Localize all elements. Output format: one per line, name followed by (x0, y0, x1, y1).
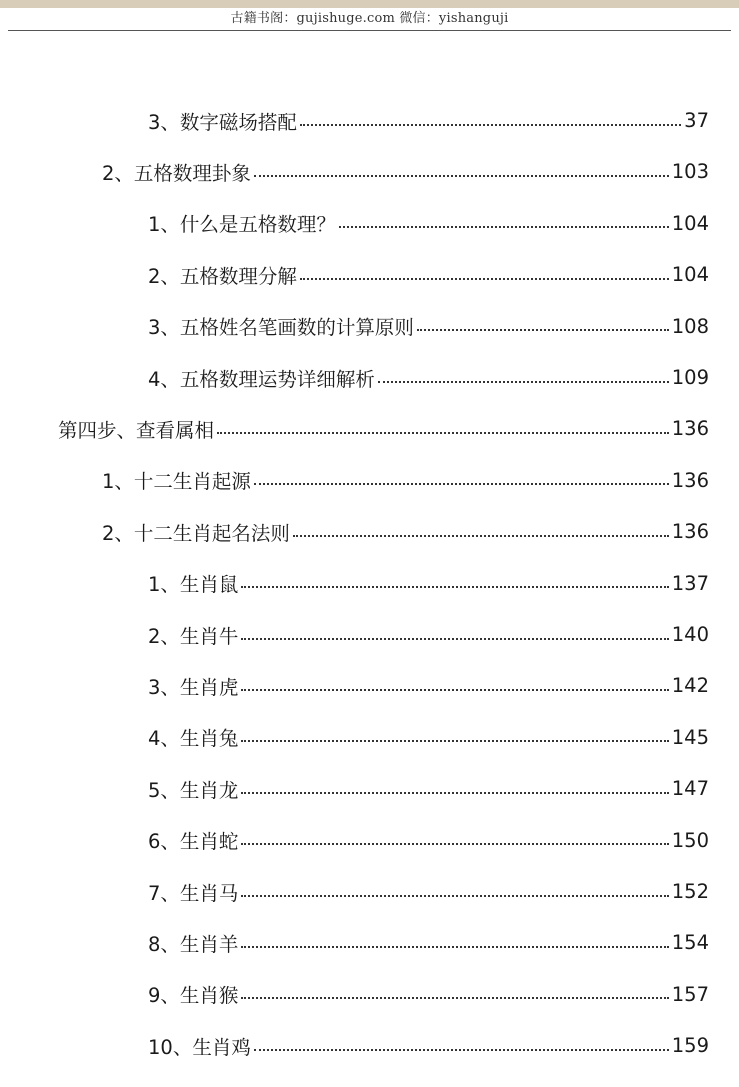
dot-leader (378, 381, 669, 383)
toc-entry-label: 2、五格数理分解 (148, 264, 297, 288)
top-decorative-bar (0, 0, 739, 8)
toc-entry-label: 1、十二生肖起源 (102, 470, 251, 494)
toc-entry-page: 140 (671, 623, 709, 646)
toc-entry-page: 145 (671, 725, 709, 749)
toc-entry-page: 108 (671, 314, 709, 338)
page-header-text: 古籍书阁：gujishuge.com 微信：yishanguji (230, 11, 509, 26)
toc-entry-page: 104 (671, 263, 709, 287)
toc-entry[interactable] (148, 249, 709, 300)
toc-entry-page: 137 (671, 571, 709, 595)
toc-entry-label: 1、什么是五格数理？ (148, 213, 336, 237)
dot-leader (339, 226, 669, 228)
toc-entry-label: 8、生肖羊 (148, 932, 239, 956)
dot-leader (241, 792, 668, 794)
toc-entry[interactable] (58, 403, 709, 454)
dot-leader (241, 997, 668, 999)
toc-entry-page: 154 (671, 931, 709, 955)
toc-entry[interactable] (148, 301, 709, 352)
toc-entry-label: 9、生肖猴 (148, 984, 239, 1008)
toc-entry-label: 5、生肖龙 (148, 778, 239, 802)
toc-entry-page: 37 (684, 109, 709, 132)
toc-entry[interactable] (148, 763, 709, 814)
dot-leader (293, 535, 669, 537)
toc-entry-page: 147 (671, 777, 709, 801)
dot-leader (254, 175, 669, 177)
toc-entry-page: 136 (671, 417, 709, 441)
toc-entry[interactable] (148, 1020, 709, 1071)
toc-entry[interactable] (148, 198, 709, 249)
toc-entry-page: 152 (671, 880, 709, 903)
dot-leader (241, 946, 668, 948)
toc-entry[interactable] (148, 969, 709, 1020)
toc-entry-label: 3、五格姓名笔画数的计算原则 (148, 316, 414, 340)
toc-entry-page: 159 (671, 1034, 709, 1058)
toc-entry-page: 150 (671, 828, 709, 852)
toc-entry-label: 第四步、查看属相 (58, 418, 215, 442)
dot-leader (254, 483, 669, 485)
toc-entry-page: 142 (671, 674, 709, 698)
toc-entry[interactable] (102, 146, 709, 197)
toc-entry-page: 136 (671, 520, 709, 544)
toc-entry[interactable] (148, 352, 709, 403)
toc-entry[interactable] (148, 917, 709, 968)
dot-leader (254, 1049, 669, 1051)
dot-leader (241, 740, 668, 742)
toc-entry-label: 2、十二生肖起名法则 (102, 521, 290, 545)
toc-entry-label: 6、生肖蛇 (148, 830, 239, 854)
dot-leader (300, 278, 669, 280)
toc-entry-page: 104 (671, 211, 709, 235)
toc-entry[interactable] (148, 609, 709, 660)
toc-entry[interactable] (148, 558, 709, 609)
toc-entry-page: 109 (671, 366, 709, 389)
toc-entry[interactable] (148, 660, 709, 711)
toc-entry[interactable] (102, 506, 709, 557)
toc-entry[interactable] (148, 815, 709, 866)
dot-leader (417, 329, 669, 331)
toc-entry-label: 2、五格数理卦象 (102, 161, 251, 185)
toc-entry-label: 1、生肖鼠 (148, 573, 239, 597)
toc-entry-label: 7、生肖马 (148, 881, 239, 905)
dot-leader (217, 432, 669, 434)
toc-entry-label: 3、数字磁场搭配 (148, 110, 297, 134)
dot-leader (241, 638, 668, 640)
dot-leader (300, 124, 681, 126)
dot-leader (241, 586, 668, 588)
toc-entry-label: 10、生肖鸡 (148, 1035, 251, 1059)
toc-entry-label: 3、生肖虎 (148, 675, 239, 699)
toc-entry-page: 157 (671, 982, 709, 1006)
toc-entry-page: 103 (671, 160, 709, 184)
dot-leader (241, 689, 668, 691)
dot-leader (241, 843, 668, 845)
toc-entry[interactable] (148, 95, 709, 146)
dot-leader (241, 895, 668, 897)
toc-entry[interactable] (148, 712, 709, 763)
header-rule (8, 30, 731, 31)
toc-entry-label: 4、生肖兔 (148, 727, 239, 751)
toc-entry-label: 4、五格数理运势详细解析 (148, 367, 375, 391)
toc-entry[interactable] (102, 455, 709, 506)
toc-entry[interactable] (148, 866, 709, 917)
toc-entry-page: 136 (671, 468, 709, 492)
toc-entry-label: 2、生肖牛 (148, 624, 239, 648)
